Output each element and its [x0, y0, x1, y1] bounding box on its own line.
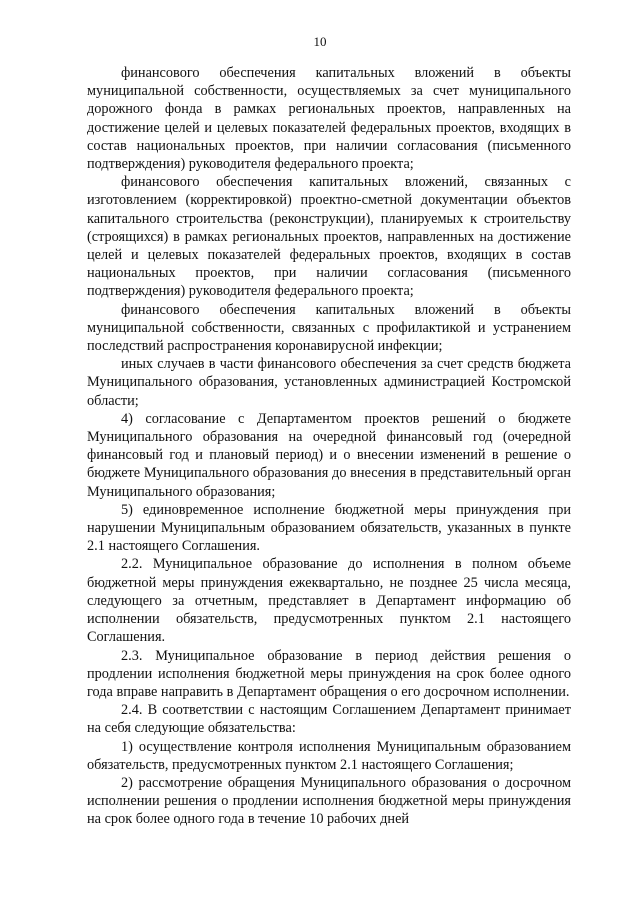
paragraph-item-5: 5) единовременное исполнение бюджетной меры принуждения при нарушении Муниципальным образованием обязательств, указанных в пункте 2.1 настоящего Соглашения.	[87, 501, 571, 555]
paragraph-2-4: 2.4. В соответствии с настоящим Соглашением Департамент принимает на себя следующие обязательства:	[87, 702, 571, 737]
paragraph-coronavirus: финансового обеспечения капитальных вложений в объекты муниципальной собственности, связанных с профилактикой и устранением последствий распространения коронавирусной инфекции;	[87, 301, 571, 355]
paragraph-other-cases: иных случаев в части финансового обеспечения за счет средств бюджета Муниципального образования, установленных администрацией Костромской области;	[87, 356, 571, 409]
paragraph-2-4-item-1: 1) осуществление контроля исполнения Муниципальным образованием обязательств, предусмотренных пунктом 2.1 настоящего Соглашения;	[87, 738, 571, 773]
paragraph-item-4: 4) согласование с Департаментом проектов решений о бюджете Муниципального образования на очередной финансовый год (очередной финансовый год и плановый период) и о внесении изменений в решение о бюджете Муниципального образования до внесения в представительный орган Муниципального образования;	[87, 410, 571, 500]
paragraph-2-3: 2.3. Муниципальное образование в период действия решения о продлении исполнения бюджетной меры принуждения на срок более одного года вправе направить в Департамент обращения о его досрочном исполнении.	[87, 647, 571, 700]
paragraph-2-4-item-2: 2) рассмотрение обращения Муниципального образования о досрочном исполнении решения о продлении исполнения бюджетной меры принуждения на срок более одного года в течение 10 рабочих дней	[87, 774, 571, 828]
paragraph-design-documentation: финансового обеспечения капитальных вложений, связанных с изготовлением (корректировкой) проектно-сметной документации объектов капитального строительства (реконструкции), планируемых к строительству (строящихся) в рамках региональных проектов, направленных на достижение целей и целевых показателей федеральных проектов, входящих в состав национальных проектов, при наличии согласования (письменного подтверждения) руководителя федерального проекта;	[87, 174, 571, 300]
document-body	[87, 64, 571, 829]
page-number: 10	[313, 34, 327, 49]
paragraph-2-2: 2.2. Муниципальное образование до исполнения в полном объеме бюджетной меры принуждения ежеквартально, не позднее 25 числа месяца, следующего за отчетным, представляет в Департамент информацию об исполнении обязательств, предусмотренных пунктом 2.1 настоящего Соглашения.	[87, 556, 571, 646]
paragraph-capital-investments-road-fund: финансового обеспечения капитальных вложений в объекты муниципальной собственности, осуществляемых за счет муниципального дорожного фонда в рамках региональных проектов, направленных на достижение целей и целевых показателей федеральных проектов, входящих в состав национальных проектов, при наличии согласования (письменного подтверждения) руководителя федерального проекта;	[87, 65, 571, 173]
